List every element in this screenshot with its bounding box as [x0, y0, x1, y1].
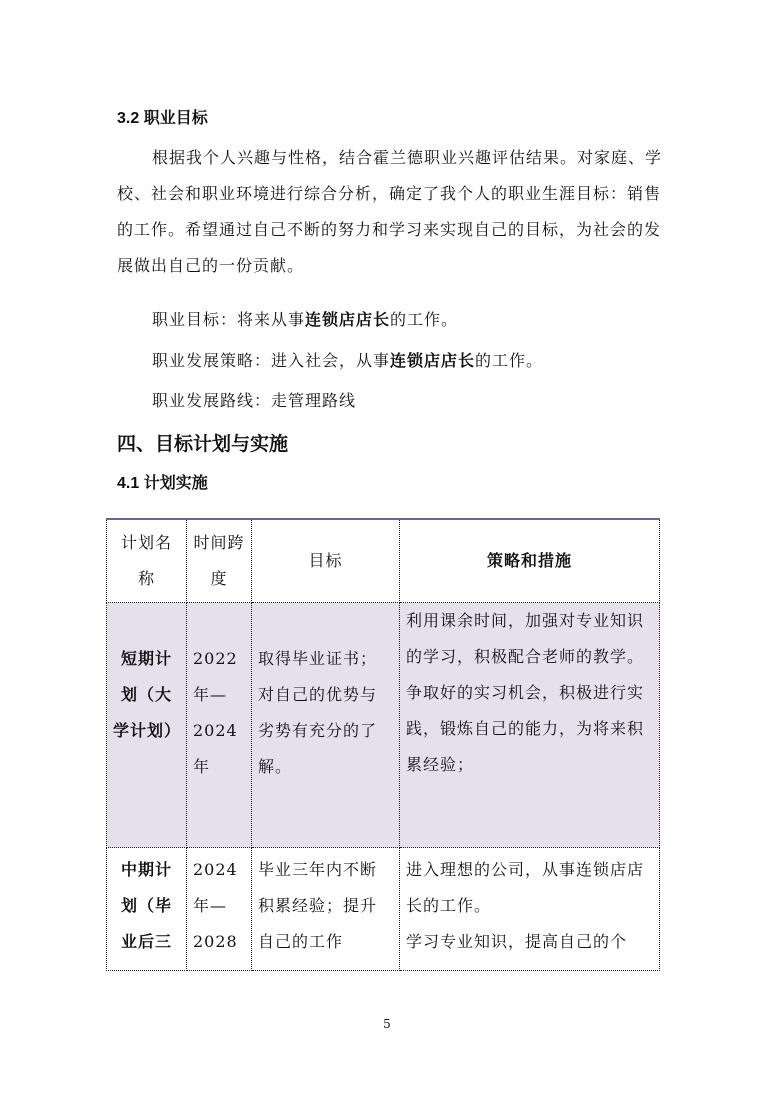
header-time-span: 时间跨度: [187, 519, 252, 603]
section-heading-3-2: 3.2 职业目标: [117, 110, 208, 127]
strategy-item: 进入理想的公司，从事连锁店店长的工作。: [406, 860, 645, 915]
header-strategy: 策略和措施: [400, 519, 660, 603]
career-goal-paragraph: [117, 140, 662, 284]
section-heading-4: 四、目标计划与实施: [117, 433, 289, 455]
strategy-prefix: 职业发展策略：进入社会，从事: [152, 351, 391, 370]
plan-name-cell: 短期计划（大学计划）: [107, 603, 187, 848]
paragraph-text: 根据我个人兴趣与性格，结合霍兰德职业兴趣评估结果。对家庭、学校、社会和职业环境进行综合分析，确定了我个人的职业生涯目标：销售的工作。希望通过自己不断的努力和学习来实现自己的目标，为社会的发展做出自己的一份贡献。: [117, 148, 663, 275]
goal-cell: 毕业三年内不断积累经验；提升自己的工作: [252, 848, 400, 971]
strategy-cell: [400, 603, 660, 848]
time-span-cell: 2022年—2024年: [187, 603, 252, 848]
career-strategy-line: [152, 348, 543, 371]
goal-prefix: 职业目标：将来从事: [152, 310, 306, 329]
strategy-item: 争取好的实习机会，积极进行实践，锻炼自己的能力，为将来积累经验；: [406, 683, 645, 774]
table-header-row: [107, 519, 660, 603]
strategy-suffix: 的工作。: [475, 351, 544, 370]
strategy-item: 学习专业知识，提高自己的个: [406, 932, 628, 951]
career-goal-line: [152, 307, 458, 330]
goal-cell: 取得毕业证书；对自己的优势与劣势有充分的了解。: [252, 603, 400, 848]
plan-name-cell: 中期计划（毕业后三: [107, 848, 187, 971]
table-row: [107, 603, 660, 848]
goal-bold: 连锁店店长: [305, 310, 391, 329]
page-number: 5: [383, 1017, 391, 1031]
plan-table: [106, 518, 660, 971]
time-span-cell: 2024年—2028: [187, 848, 252, 971]
career-path-line: 职业发展路线：走管理路线: [152, 391, 357, 410]
section-heading-4-1: 4.1 计划实施: [117, 475, 208, 492]
strategy-item: 利用课余时间，加强对专业知识的学习，积极配合老师的教学。: [406, 611, 645, 666]
goal-suffix: 的工作。: [390, 310, 459, 329]
strategy-bold: 连锁店店长: [390, 351, 476, 370]
header-plan-name: 计划名称: [107, 519, 187, 603]
header-goal: 目标: [252, 519, 400, 603]
table-row: [107, 848, 660, 971]
strategy-cell: [400, 848, 660, 971]
